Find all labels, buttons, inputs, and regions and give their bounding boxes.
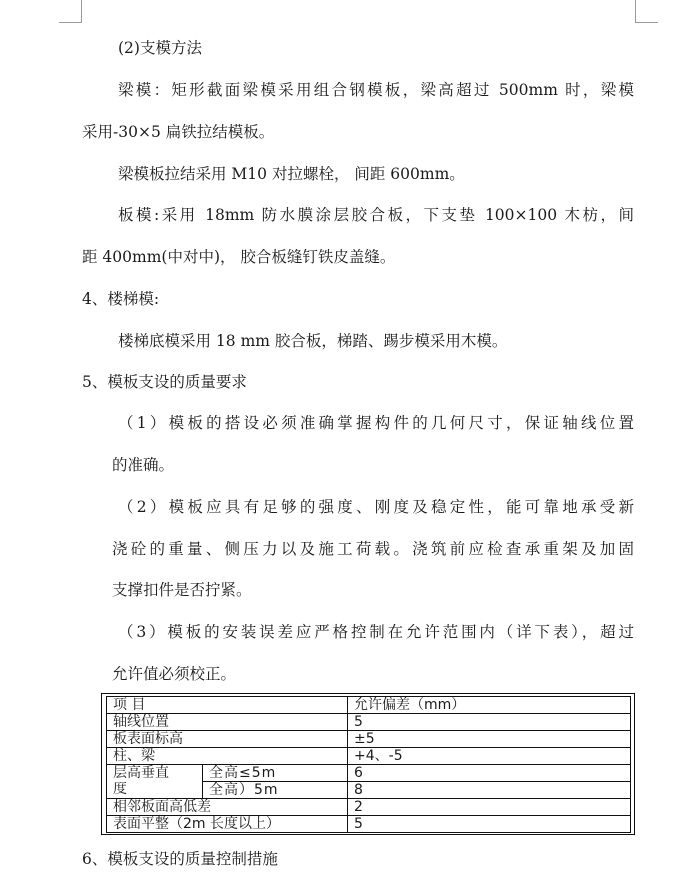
- table-cell-item-group: 层高垂直: [107, 765, 203, 782]
- paragraph-beam-formwork-line1: 梁模：矩形截面梁模采用组合钢模板，梁高超过 500mm 时，梁模: [118, 81, 634, 99]
- table-cell-item: 表面平整（2m 长度以上）: [107, 816, 348, 833]
- table-cell-item-group: 度: [107, 782, 203, 799]
- table-header-tolerance: 允许偏差（mm）: [348, 697, 631, 714]
- paragraph-requirement-1-line2: 的准确。: [112, 456, 175, 474]
- table-cell-item-sub: 全高≤5m: [203, 765, 348, 782]
- margin-corner-mark-right: [635, 0, 658, 23]
- table-cell-item: 轴线位置: [107, 714, 348, 731]
- table-row: [107, 799, 631, 816]
- paragraph-slab-formwork-line1: 板模:采用 18mm 防水膜涂层胶合板，下支垫 100×100 木枋，间: [118, 206, 634, 224]
- paragraph-requirement-3-line1: （3）模板的安装误差应严格控制在允许范围内（详下表），超过: [118, 623, 634, 641]
- heading-quality-requirements: 5、模板支设的质量要求: [82, 373, 247, 391]
- heading-quality-control-measures: 6、模板支设的质量控制措施: [82, 850, 278, 868]
- table-header-row: [107, 697, 631, 714]
- table-row: [107, 816, 631, 833]
- table-row: [107, 765, 631, 782]
- paragraph-requirement-3-line2: 允许值必须校正。: [112, 665, 237, 683]
- paragraph-requirement-2-line1: （2）模板应具有足够的强度、刚度及稳定性，能可靠地承受新: [118, 498, 634, 516]
- table-row: [107, 714, 631, 731]
- table-cell-item-sub: 全高）5m: [203, 782, 348, 799]
- table-row: [107, 782, 631, 799]
- paragraph-requirement-2-line2: 浇砼的重量、侧压力以及施工荷载。浇筑前应检查承重架及加固: [112, 540, 634, 558]
- table-row: [107, 731, 631, 748]
- paragraph-beam-formwork-line2: 采用-30×5 扁铁拉结模板。: [82, 123, 275, 141]
- table-cell-item: 柱、梁: [107, 748, 348, 765]
- table-row: [107, 748, 631, 765]
- table-cell-tolerance: 6: [348, 765, 631, 782]
- tolerance-table: [106, 696, 631, 833]
- margin-corner-mark-left: [59, 0, 82, 23]
- paragraph-requirement-2-line3: 支撑扣件是否拧紧。: [112, 581, 252, 599]
- table-cell-tolerance: 5: [348, 816, 631, 833]
- table-cell-tolerance: 5: [348, 714, 631, 731]
- paragraph-slab-formwork-line2: 距 400mm(中对中)， 胶合板缝钉铁皮盖缝。: [82, 248, 396, 266]
- paragraph-requirement-1-line1: （1）模板的搭设必须准确掌握构件的几何尺寸，保证轴线位置: [118, 414, 634, 432]
- table-cell-tolerance: 2: [348, 799, 631, 816]
- table-cell-tolerance: +4、-5: [348, 748, 631, 765]
- paragraph-beam-bolt: 梁模板拉结采用 M10 对拉螺栓， 间距 600mm。: [118, 165, 465, 183]
- table-cell-item: 相邻板面高低差: [107, 799, 348, 816]
- heading-stair-formwork: 4、楼梯模:: [82, 290, 160, 308]
- paragraph-stair-formwork: 楼梯底模采用 18 mm 胶合板，梯踏、踢步模采用木模。: [118, 332, 508, 350]
- table-cell-item: 板表面标高: [107, 731, 348, 748]
- table-cell-tolerance: 8: [348, 782, 631, 799]
- table-header-item: 项 目: [107, 697, 348, 714]
- table-cell-tolerance: ±5: [348, 731, 631, 748]
- section-heading-support-method: (2)支模方法: [118, 39, 202, 57]
